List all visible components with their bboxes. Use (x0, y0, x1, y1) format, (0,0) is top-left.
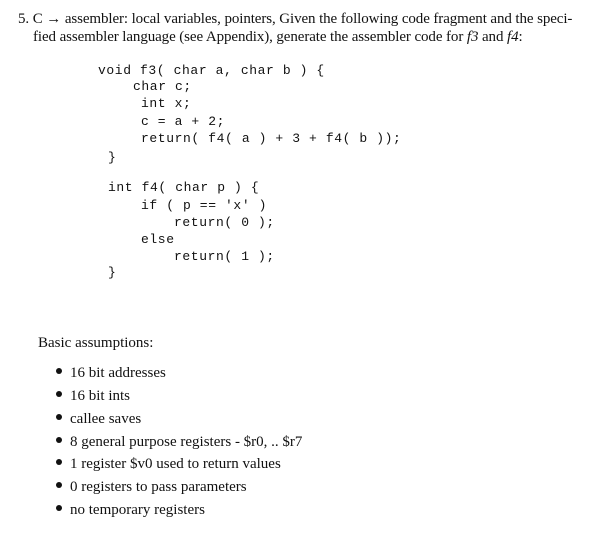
code-line-4: c = a + 2; (141, 114, 226, 129)
assumption-text: 8 general purpose registers - $r0, .. $r7 (70, 434, 303, 450)
assumptions-title: Basic assumptions: (38, 335, 154, 351)
bullet-icon (56, 391, 62, 397)
code-line-2: char c; (133, 79, 192, 94)
bullet-icon (56, 505, 62, 511)
code-line-5: return( f4( a ) + 3 + f4( b )); (141, 131, 402, 146)
bullet-icon (56, 437, 62, 443)
code-line-9: return( 0 ); (174, 215, 275, 230)
problem-heading-text: C → assembler: local variables, pointers, Given the following code fragment and the speci- (32, 11, 573, 27)
function-name-f4: f4 (507, 29, 519, 45)
code-line-7: int f4( char p ) { (108, 180, 260, 195)
code-line-10: else (141, 232, 175, 247)
problem-instruction-text: fied assembler language (see Appendix), generate the assembler code for (33, 29, 467, 45)
code-line-6: } (108, 150, 117, 165)
code-line-12: } (108, 265, 117, 280)
bullet-icon (56, 414, 62, 420)
assumption-text: no temporary registers (70, 502, 205, 518)
code-line-3: int x; (141, 96, 192, 111)
assumption-item (56, 455, 281, 473)
bullet-icon (56, 368, 62, 374)
problem-statement-line-1 (18, 10, 572, 28)
function-name-f3: f3 (466, 29, 479, 45)
assumption-item (56, 433, 302, 451)
bullet-icon (56, 459, 62, 465)
statement-colon: : (518, 29, 523, 45)
assumption-text: 16 bit ints (70, 388, 131, 404)
assumption-text: 0 registers to pass parameters (70, 479, 247, 495)
code-line-11: return( 1 ); (174, 249, 275, 264)
assumption-item (56, 501, 205, 519)
code-line-8: if ( p == 'x' ) (141, 198, 268, 213)
assumption-text: 1 register $v0 used to return values (70, 456, 281, 472)
assumption-text: 16 bit addresses (70, 365, 166, 381)
problem-statement-line-2 (33, 28, 523, 46)
assumption-item (56, 387, 130, 405)
assumption-item (56, 410, 141, 428)
assumption-text: callee saves (70, 411, 142, 427)
problem-number: 5. (18, 11, 30, 27)
bullet-icon (56, 482, 62, 488)
assumption-item (56, 364, 166, 382)
code-line-1: void f3( char a, char b ) { (98, 63, 325, 78)
conjunction-and: and (478, 29, 508, 45)
assumption-item (56, 478, 247, 496)
